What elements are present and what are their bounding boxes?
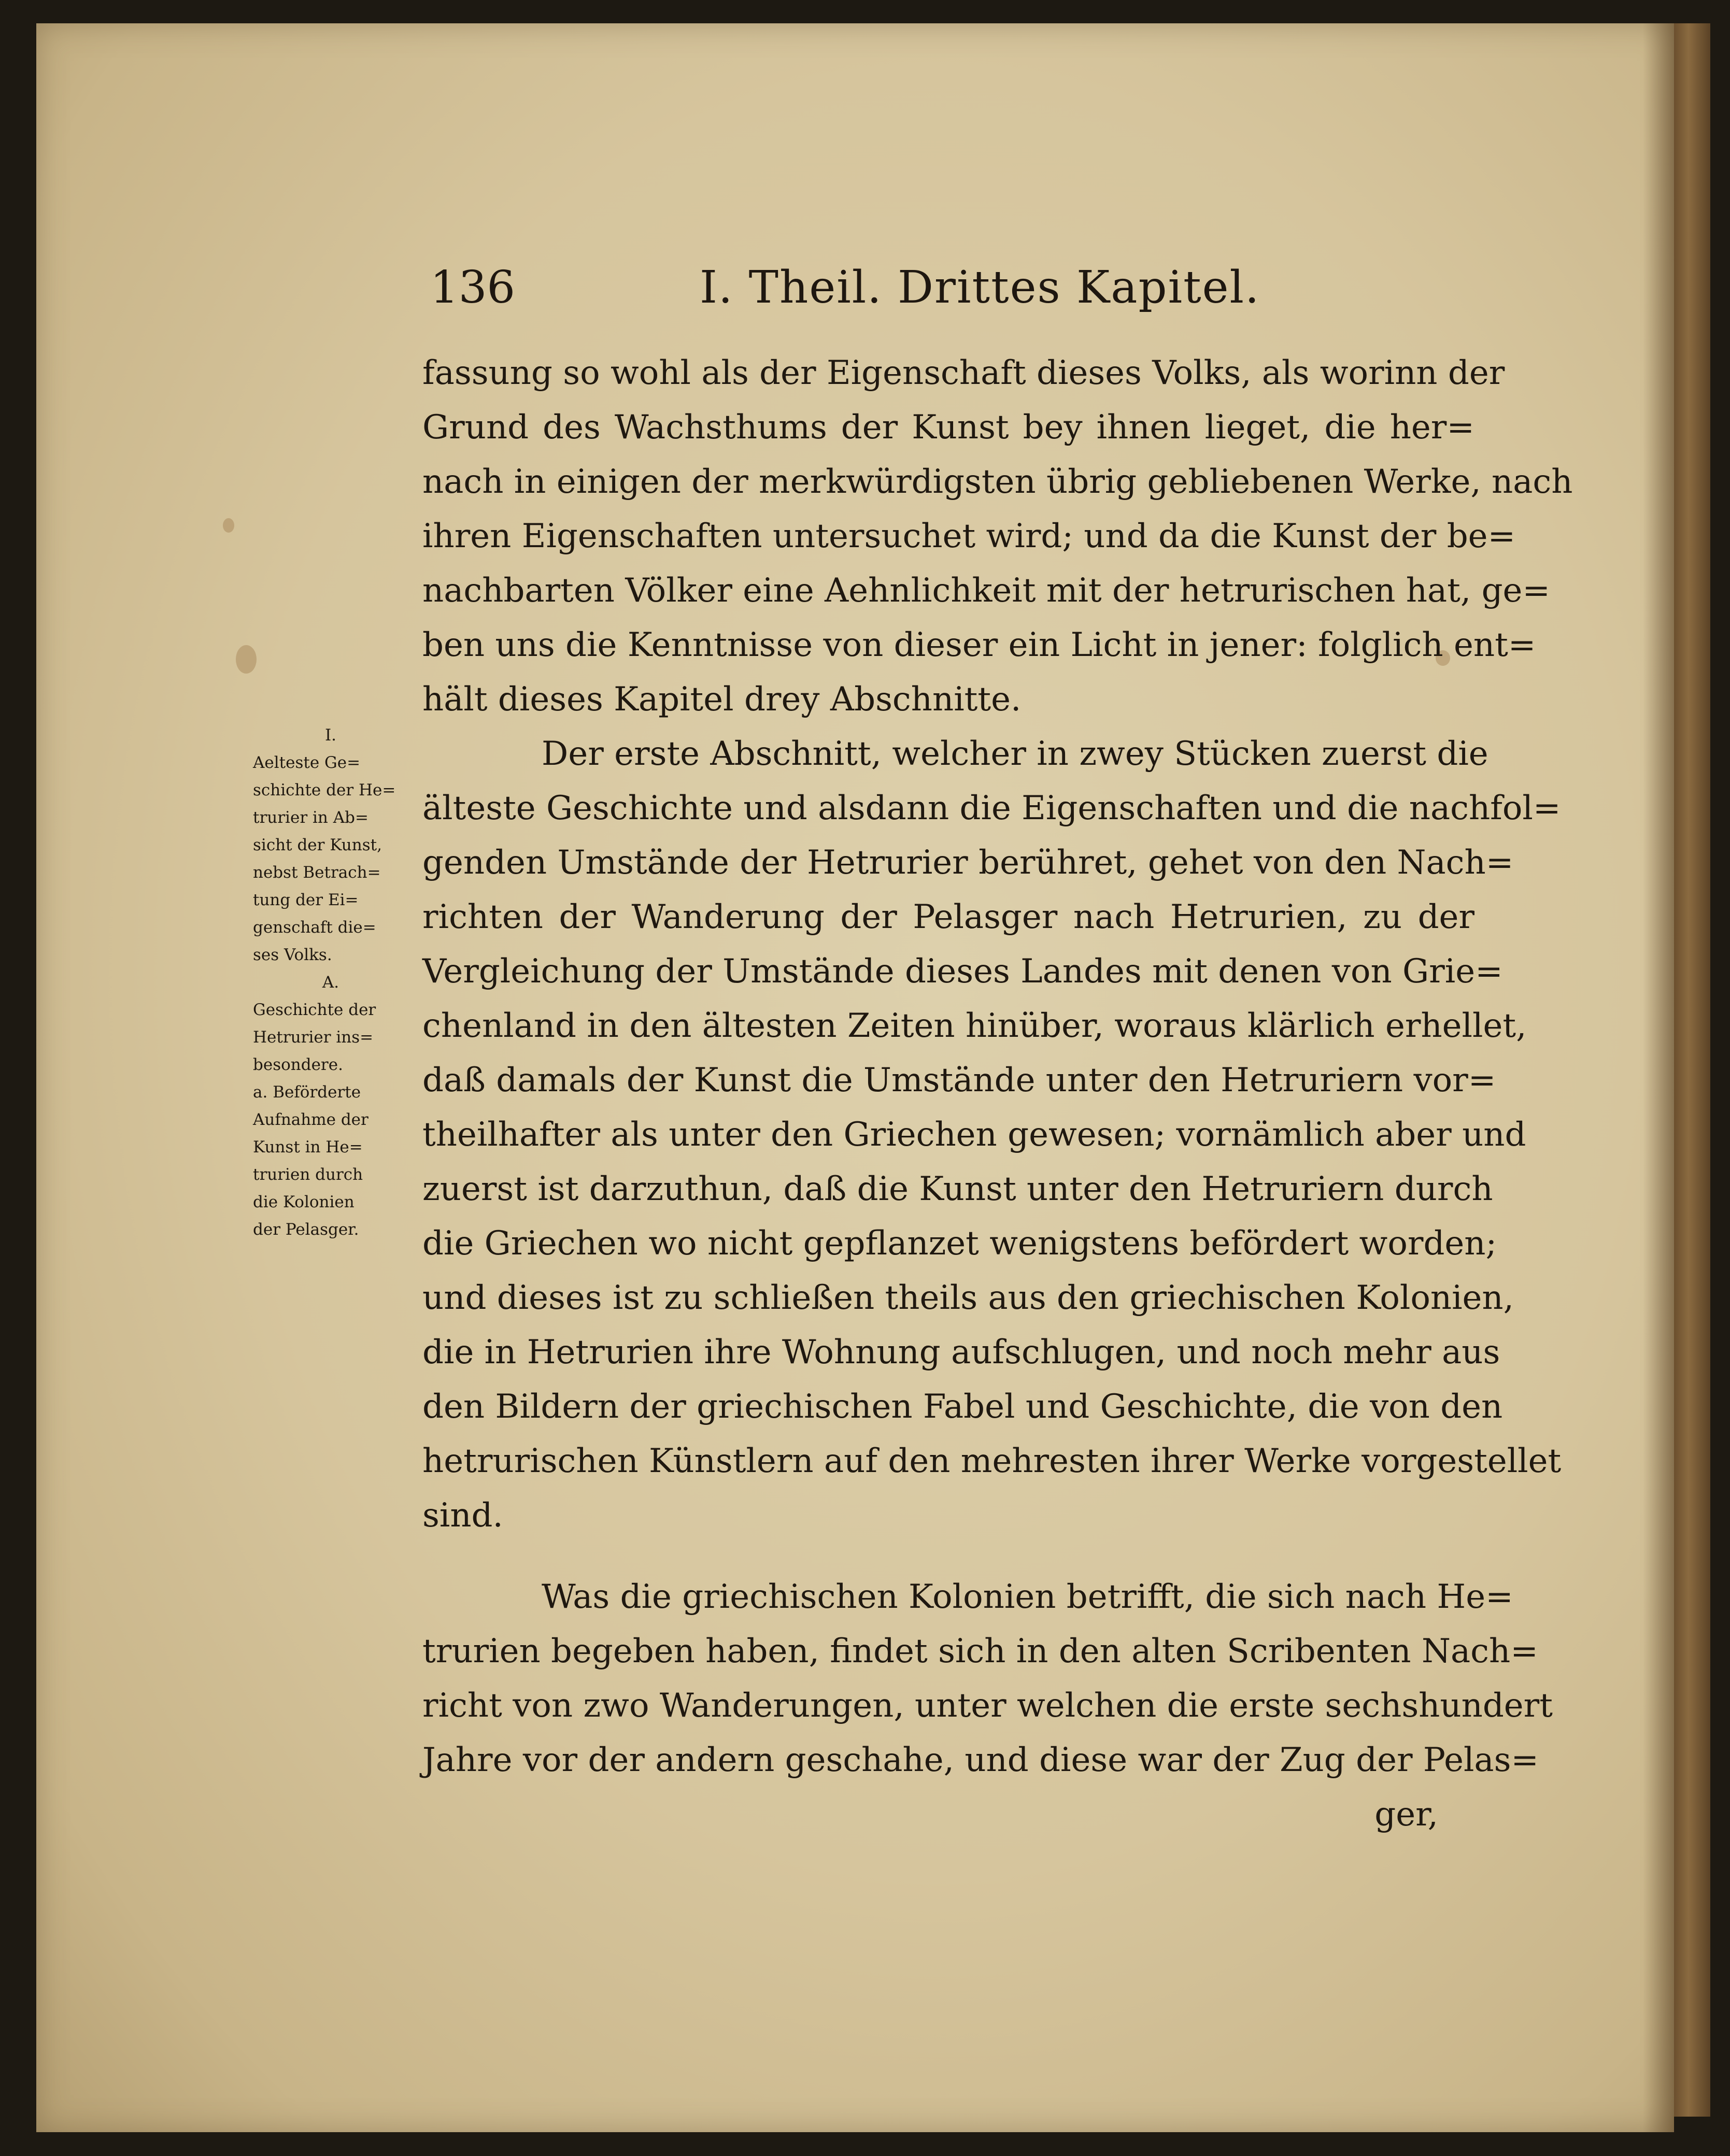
running-head <box>430 262 1477 319</box>
foxing-spot <box>223 518 234 533</box>
marginal-line: Hetrurier ins= <box>253 1028 374 1047</box>
book-fore-edge <box>1674 23 1710 2117</box>
paragraph-gap <box>422 1543 1474 1570</box>
text-line: und dieses ist zu schließen theils aus den griechischen Kolonien, <box>422 1279 1514 1317</box>
text-line: richten der Wanderung der Pelasger nach Hetrurien, zu der <box>422 898 1474 936</box>
body-text <box>422 346 1573 1842</box>
marginal-line: besondere. <box>253 1055 343 1074</box>
marginal-line: a. Beförderte <box>253 1083 361 1102</box>
text-line: Jahre vor der andern geschahe, und diese war der Zug der Pelas= <box>422 1741 1539 1779</box>
chapter-title: I. Theil. Drittes Kapitel. <box>700 262 1260 313</box>
text-line: Was die griechischen Kolonien betrifft, die sich nach He= <box>542 1578 1513 1616</box>
text-line: ihren Eigenschaften untersuchet wird; und da die Kunst der be= <box>422 517 1516 555</box>
text-line: die Griechen wo nicht gepflanzet wenigstens befördert worden; <box>422 1224 1497 1263</box>
text-line: den Bildern der griechischen Fabel und Geschichte, die von den <box>422 1388 1503 1426</box>
text-line: hält dieses Kapitel drey Abschnitte. <box>422 680 1022 719</box>
marginal-line: trurier in Ab= <box>253 808 368 827</box>
marginal-line: tung der Ei= <box>253 891 359 909</box>
page-number: 136 <box>430 262 516 313</box>
marginal-line: sicht der Kunst, <box>253 836 382 854</box>
marginal-line: Aelteste Ge= <box>253 753 361 772</box>
marginal-line: Geschichte der <box>253 1001 376 1019</box>
marginal-line: genschaft die= <box>253 918 376 937</box>
text-line: fassung so wohl als der Eigenschaft dieses Volks, als worinn der <box>422 354 1505 392</box>
text-line: genden Umstände der Hetrurier berühret, gehet von den Nach= <box>422 844 1514 882</box>
catchword: ger, <box>1374 1795 1438 1834</box>
text-line: nachbarten Völker eine Aehnlichkeit mit der hetrurischen hat, ge= <box>422 572 1551 610</box>
text-line: Grund des Wachsthums der Kunst bey ihnen lieget, die her= <box>422 408 1474 447</box>
text-line: daß damals der Kunst die Umstände unter den Hetruriern vor= <box>422 1061 1496 1100</box>
text-line: sind. <box>422 1496 503 1535</box>
text-line: die in Hetrurien ihre Wohnung aufschlugen, und noch mehr aus <box>422 1333 1500 1372</box>
text-line: richt von zwo Wanderungen, unter welchen die erste sechshundert <box>422 1687 1553 1725</box>
marginal-notes <box>253 722 408 1244</box>
text-line: Vergleichung der Umstände dieses Landes mit denen von Grie= <box>422 952 1503 991</box>
marginal-numeral: I. <box>324 726 337 745</box>
marginal-line: die Kolonien <box>253 1193 354 1211</box>
marginal-line: schichte der He= <box>253 781 396 799</box>
marginal-line: Aufnahme der <box>253 1110 368 1129</box>
text-line: trurien begeben haben, findet sich in den alten Scribenten Nach= <box>422 1632 1538 1670</box>
text-line: ben uns die Kenntnisse von dieser ein Licht in jener: folglich ent= <box>422 626 1536 664</box>
text-line: nach in einigen der merkwürdigsten übrig gebliebenen Werke, nach <box>422 463 1573 501</box>
text-line: Der erste Abschnitt, welcher in zwey Stücken zuerst die <box>542 735 1488 773</box>
text-line: älteste Geschichte und alsdann die Eigenschaften und die nachfol= <box>422 789 1561 827</box>
marginal-line: nebst Betrach= <box>253 863 381 882</box>
text-line: hetrurischen Künstlern auf den mehresten ihrer Werke vorgestellet <box>422 1442 1562 1480</box>
text-line: chenland in den ältesten Zeiten hinüber, woraus klärlich erhellet, <box>422 1007 1527 1045</box>
marginal-line: ses Volks. <box>253 946 332 964</box>
marginal-line: der Pelasger. <box>253 1220 359 1239</box>
text-line: theilhafter als unter den Griechen gewesen; vornämlich aber und <box>422 1116 1526 1154</box>
marginal-line: Kunst in He= <box>253 1138 363 1156</box>
page-gutter-shadow <box>1643 23 1674 2132</box>
marginal-letter: A. <box>322 973 339 992</box>
text-line: zuerst ist darzuthun, daß die Kunst unter den Hetruriern durch <box>422 1170 1493 1208</box>
foxing-spot <box>236 645 257 674</box>
marginal-line: trurien durch <box>253 1165 363 1184</box>
